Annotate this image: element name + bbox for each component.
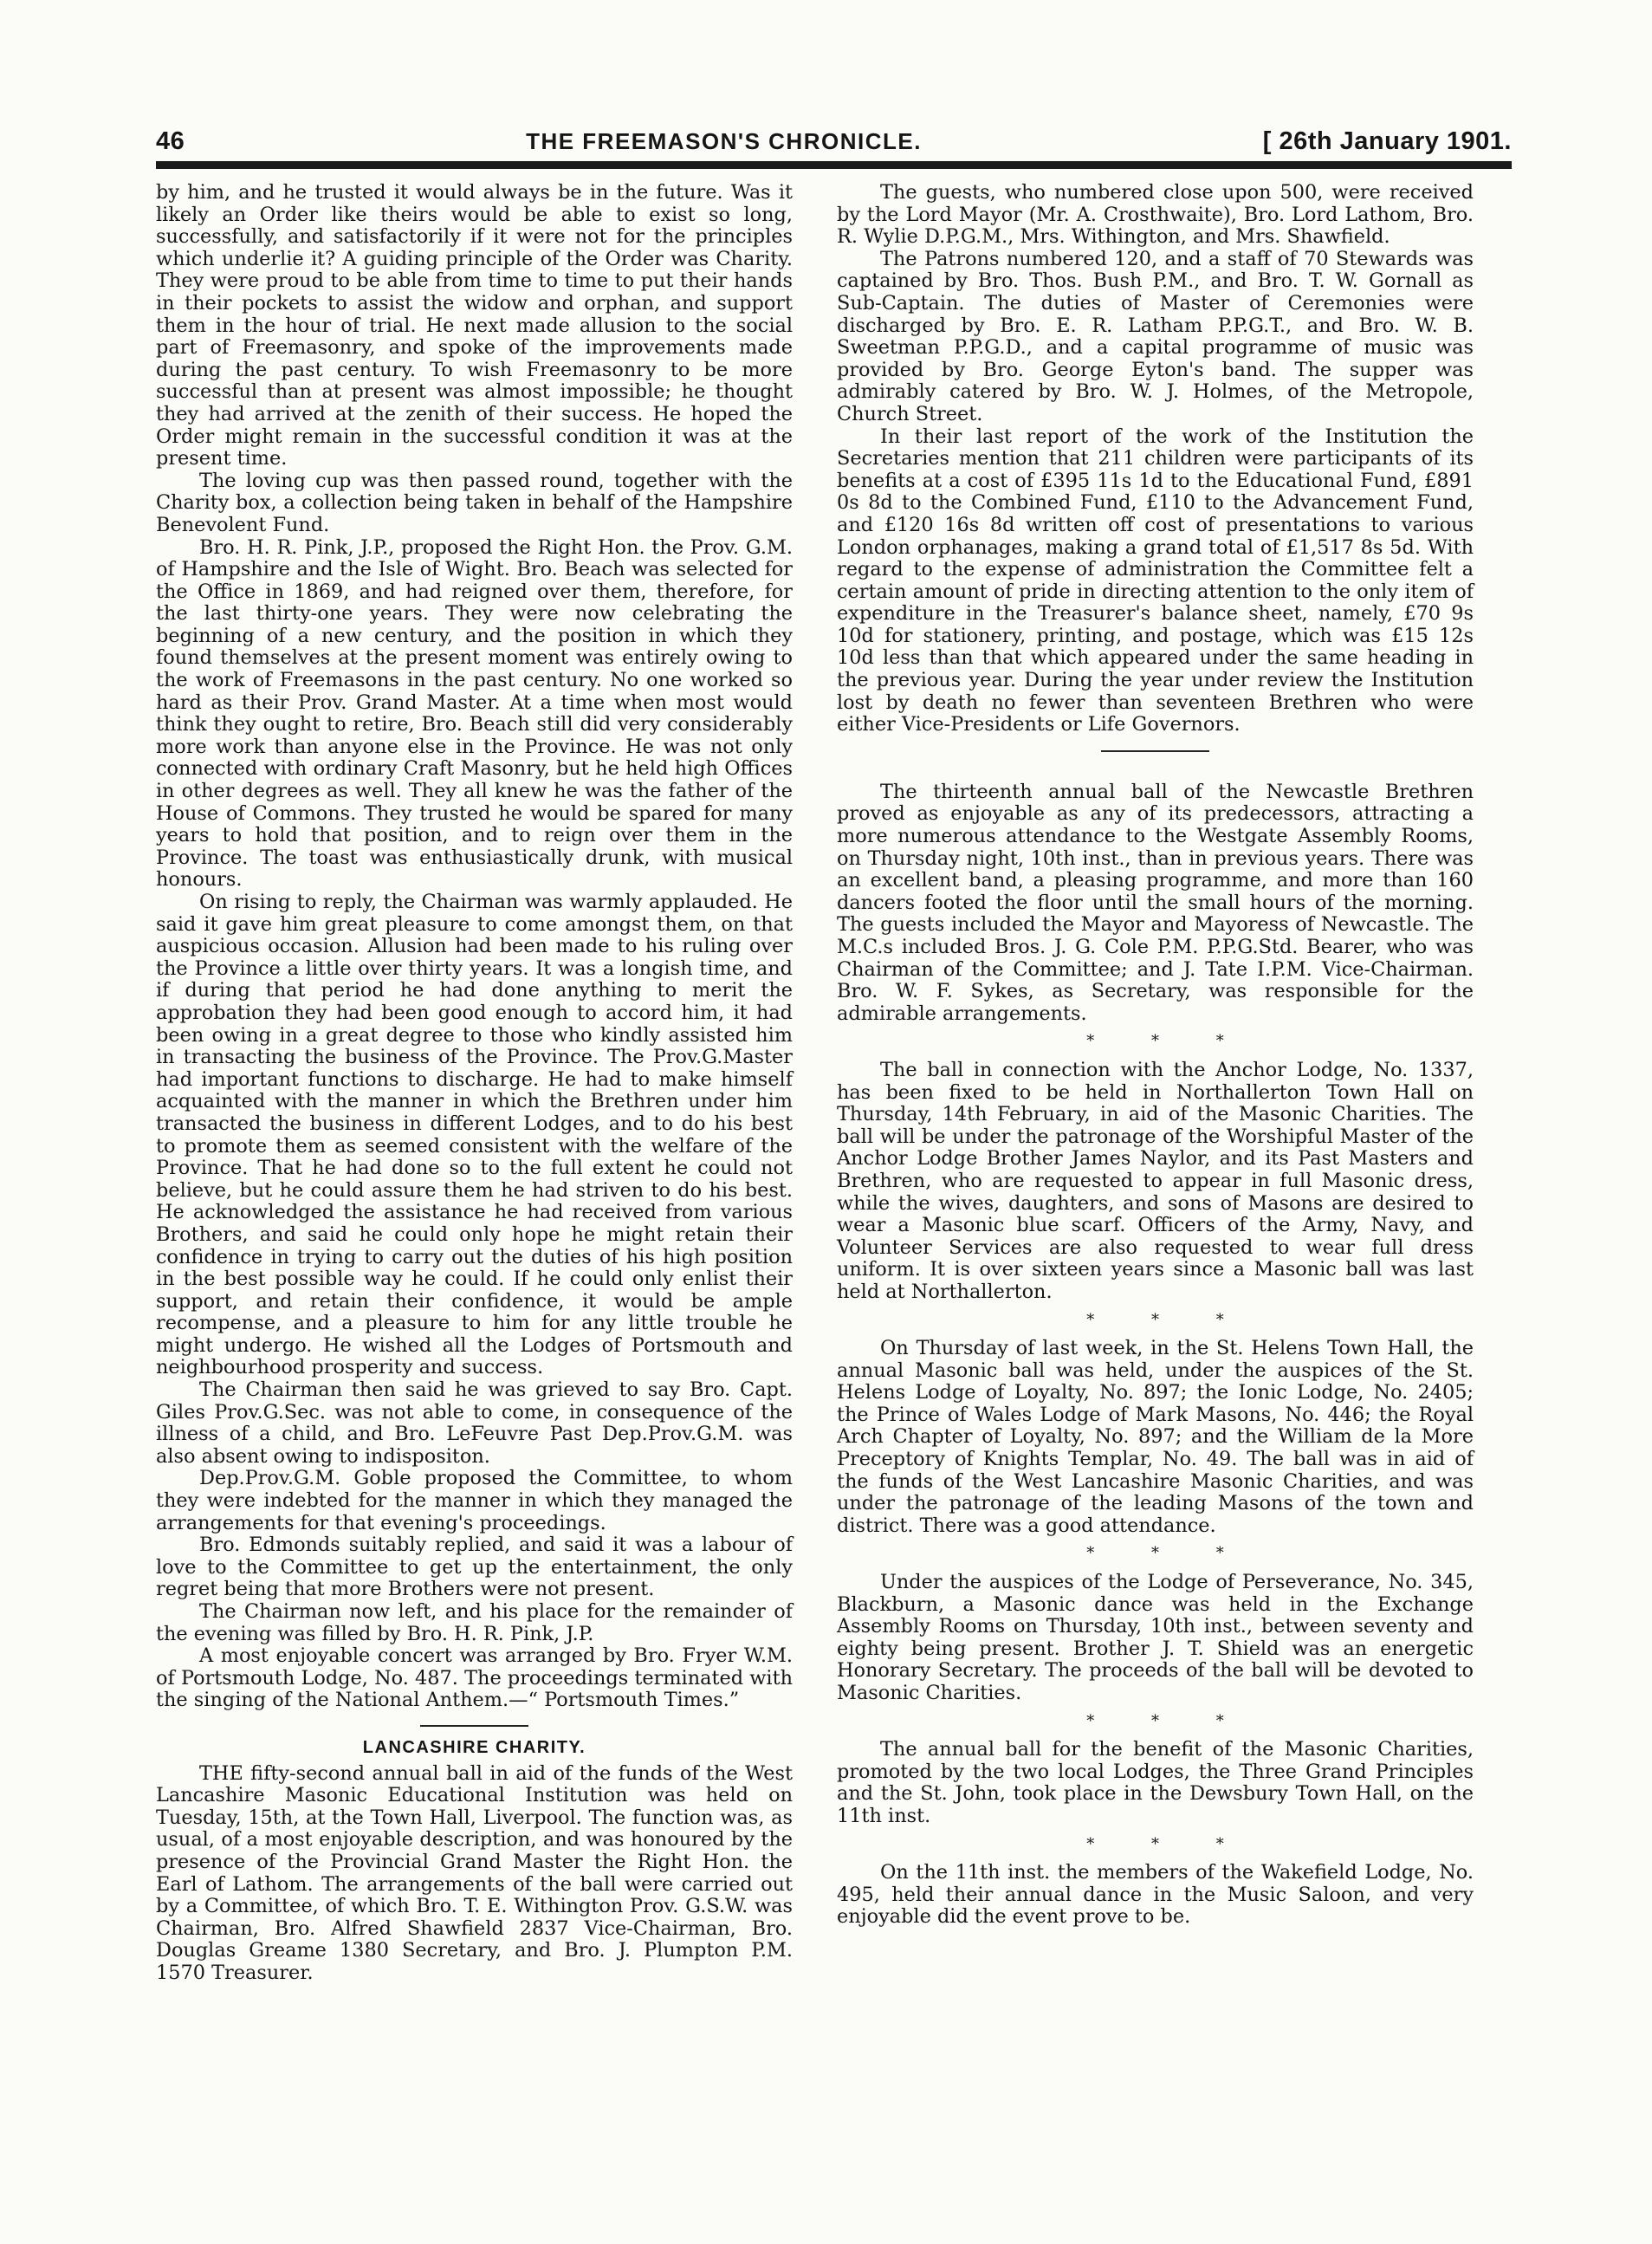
paragraph: In their last report of the work of the Institution the Secretaries mention that 211 children were participants of its benefits at a cost of £395 11s 1d to the Educational Fund, £891 0s 8d to the Combined Fund, £110 to the Advancement Fund, and £120 16s 8d written off cost of presentations to various London orphanages, making a grand total of £1,517 8s 5d. With regard to the expense of administration the Committee felt a certain amount of pride in directing attention to the only item of expenditure in the Treasurer's balance sheet, namely, £70 9s 10d for stationery, printing, and postage, which was £15 12s 10d less than that which appeared under the same heading in the previous year. During the year under review the Institution lost by death no fewer than seventeen Brethren who were either Vice-Presidents or Life Governors. bbox=[837, 425, 1474, 736]
section-divider bbox=[1101, 750, 1209, 752]
paragraph: Bro. H. R. Pink, J.P., proposed the Right Hon. the Prov. G.M. of Hampshire and the Isle of Wight. Bro. Beach was selected for the Office in 1869, and had reigned over them, therefore, for the last thirty-one years. They were now celebrating the beginning of a new century, and the position in which they found themselves at the present moment was entirely owing to the work of Freemasons in the past century. No one worked so hard as their Prov. Grand Master. At a time when most would think they ought to retire, Bro. Beach still did very considerably more work than anyone else in the Province. He was not only connected with ordinary Craft Masonry, but he held high Offices in other degrees as well. They all knew he was the father of the House of Commons. They trusted he would be spared for many years to hold that position, and to reign over them in the Province. The toast was enthusiastically drunk, with musical honours. bbox=[156, 535, 793, 892]
section-divider bbox=[420, 1725, 528, 1727]
left-column bbox=[156, 182, 793, 1985]
issue-date: [ 26th January 1901. bbox=[1262, 126, 1512, 155]
publication-title: THE FREEMASON'S CHRONICLE. bbox=[526, 127, 922, 154]
paragraph: On the 11th inst. the members of the Wakefield Lodge, No. 495, held their annual dance in the Music Saloon, and very enjoyable did the event prove to be. bbox=[837, 1861, 1474, 1929]
page-header bbox=[156, 121, 1512, 161]
separator-stars: * * * bbox=[1086, 1711, 1250, 1730]
separator-stars: * * * bbox=[1086, 1544, 1250, 1563]
section-heading: LANCASHIRE CHARITY. bbox=[362, 1737, 586, 1757]
paragraph: Bro. Edmonds suitably replied, and said it was a labour of love to the Committee to get up the entertainment, the only regret being that more Brothers were not present. bbox=[156, 1534, 793, 1601]
paragraph: The guests, who numbered close upon 500, were received by the Lord Mayor (Mr. A. Crosthwaite), Bro. Lord Lathom, Bro. R. Wylie D.P.G.M., Mrs. Withington, and Mrs. Shawfield. bbox=[837, 181, 1474, 249]
paragraph: THE fifty-second annual ball in aid of the funds of the West Lancashire Masonic Educational Institution was held on Tuesday, 15th, at the Town Hall, Liverpool. The function was, as usual, of a most enjoyable description, and was honoured by the presence of the Provincial Grand Master the Right Hon. the Earl of Lathom. The arrangements of the ball were carried out by a Committee, of which Bro. T. E. Withington Prov. G.S.W. was Chairman, Bro. Alfred Shawfield 2837 Vice-Chairman, Bro. Douglas Greame 1380 Secretary, and Bro. J. Plumpton P.M. 1570 Treasurer. bbox=[156, 1761, 793, 1984]
paragraph: by him, and he trusted it would always be in the future. Was it likely an Order like theirs would be able to exist so long, successfully, and satisfactorily if it were not for the principles which underlie it? A guiding principle of the Order was Charity. They were proud to be able from time to time to put their hands in their pockets to assist the widow and orphan, and support them in the hour of trial. He next made allusion to the social part of Freemasonry, and spoke of the improvements made during the past century. To wish Freemasonry to be more successful than at present was almost impossible; he thought they had arrived at the zenith of their success. He hoped the Order might remain in the successful condition it was at the present time. bbox=[156, 181, 793, 470]
paragraph: The loving cup was then passed round, together with the Charity box, a collection being taken in behalf of the Hampshire Benevolent Fund. bbox=[156, 469, 793, 536]
paragraph: The Chairman then said he was grieved to say Bro. Capt. Giles Prov.G.Sec. was not able to come, in consequence of the illness of a child, and Bro. LeFeuvre Past Dep.Prov.G.M. was also absent owing to indispositon. bbox=[156, 1378, 793, 1468]
paragraph: Under the auspices of the Lodge of Perseverance, No. 345, Blackburn, a Masonic dance was held in the Exchange Assembly Rooms on Thursday, 10th inst., between seventy and eighty being present. Brother J. T. Shield was an energetic Honorary Secretary. The proceeds of the ball will be devoted to Masonic Charities. bbox=[837, 1571, 1474, 1704]
paragraph: The annual ball for the benefit of the Masonic Charities, promoted by the two local Lodges, the Three Grand Principles and the St. John, took place in the Dewsbury Town Hall, on the 11th inst. bbox=[837, 1738, 1474, 1827]
separator-stars: * * * bbox=[1086, 1310, 1250, 1329]
paragraph: On rising to reply, the Chairman was warmly applauded. He said it gave him great pleasure to come amongst them, on that auspicious occasion. Allusion had been made to his ruling over the Province a little over thirty years. It was a longish time, and if during that period he had done anything to merit the approbation they had been good enough to accord him, it had been owing in a great degree to those who kindly assisted him in transacting the business of the Province. The Prov.G.Master had important functions to discharge. He had to make himself acquainted with the manner in which the Brethren under him transacted the business in different Lodges, and to do his best to promote them as seemed consistent with the welfare of the Province. That he had done so to the full extent he could not believe, but he could assure them he had striven to do his best. He acknowledged the assistance he had received from various Brothers, and said he could only hope he might retain their confidence in trying to carry out the duties of his high position in the best possible way he could. If he could only enlist their support, and retain their confidence, it would be ample recompense, and a pleasure to him for any little trouble he might undergo. He wished all the Lodges of Portsmouth and neighbourhood prosperity and success. bbox=[156, 891, 793, 1379]
paragraph: The Chairman now left, and his place for the remainder of the evening was filled by Bro. H. R. Pink, J.P. bbox=[156, 1600, 793, 1645]
right-column bbox=[837, 182, 1474, 1929]
header-rule bbox=[156, 161, 1512, 169]
paragraph: On Thursday of last week, in the St. Helens Town Hall, the annual Masonic ball was held, under the auspices of the St. Helens Lodge of Loyalty, No. 897; the Ionic Lodge, No. 2405; the Prince of Wales Lodge of Mark Masons, No. 446; the Royal Arch Chapter of Loyalty, No. 897; and the William de la More Preceptory of Knights Templar, No. 49. The ball was in aid of the funds of the West Lancashire Masonic Charities, and was under the patronage of the leading Masons of the town and district. There was a good attendance. bbox=[837, 1337, 1474, 1537]
page-number: 46 bbox=[156, 126, 185, 155]
paragraph: The ball in connection with the Anchor Lodge, No. 1337, has been fixed to be held in Northallerton Town Hall on Thursday, 14th February, in aid of the Masonic Charities. The ball will be under the patronage of the Worshipful Master of the Anchor Lodge Brother James Naylor, and its Past Masters and Brethren, who are requested to appear in full Masonic dress, while the wives, daughters, and sons of Masons are desired to wear a Masonic blue scarf. Officers of the Army, Navy, and Volunteer Services are also requested to wear full dress uniform. It is over sixteen years since a Masonic ball was last held at Northallerton. bbox=[837, 1058, 1474, 1303]
separator-stars: * * * bbox=[1086, 1834, 1250, 1853]
paragraph: The thirteenth annual ball of the Newcastle Brethren proved as enjoyable as any of its predecessors, attracting a more numerous attendance to the Westgate Assembly Rooms, on Thursday night, 10th inst., than in previous years. There was an excellent band, a pleasing programme, and more than 160 dancers footed the floor until the small hours of the morning. The guests included the Mayor and Mayoress of Newcastle. The M.C.s included Bros. J. G. Cole P.M. P.P.G.Std. Bearer, who was Chairman of the Committee; and J. Tate I.P.M. Vice-Chairman. Bro. W. F. Sykes, as Secretary, was responsible for the admirable arrangements. bbox=[837, 780, 1474, 1025]
paragraph: The Patrons numbered 120, and a staff of 70 Stewards was captained by Bro. Thos. Bush P.M., and Bro. T. W. Gornall as Sub-Captain. The duties of Master of Ceremonies were discharged by Bro. E. R. Latham P.P.G.T., and Bro. W. B. Sweetman P.P.G.D., and a capital programme of music was provided by Bro. George Eyton's band. The supper was admirably catered by Bro. W. J. Holmes, of the Metropole, Church Street. bbox=[837, 247, 1474, 425]
paragraph: Dep.Prov.G.M. Goble proposed the Committee, to whom they were indebted for the manner in which they managed the arrangements for that evening's proceedings. bbox=[156, 1467, 793, 1534]
separator-stars: * * * bbox=[1086, 1032, 1250, 1051]
paragraph: A most enjoyable concert was arranged by Bro. Fryer W.M. of Portsmouth Lodge, No. 487. The proceedings terminated with the singing of the National Anthem.—“ Portsmouth Times.” bbox=[156, 1644, 793, 1712]
